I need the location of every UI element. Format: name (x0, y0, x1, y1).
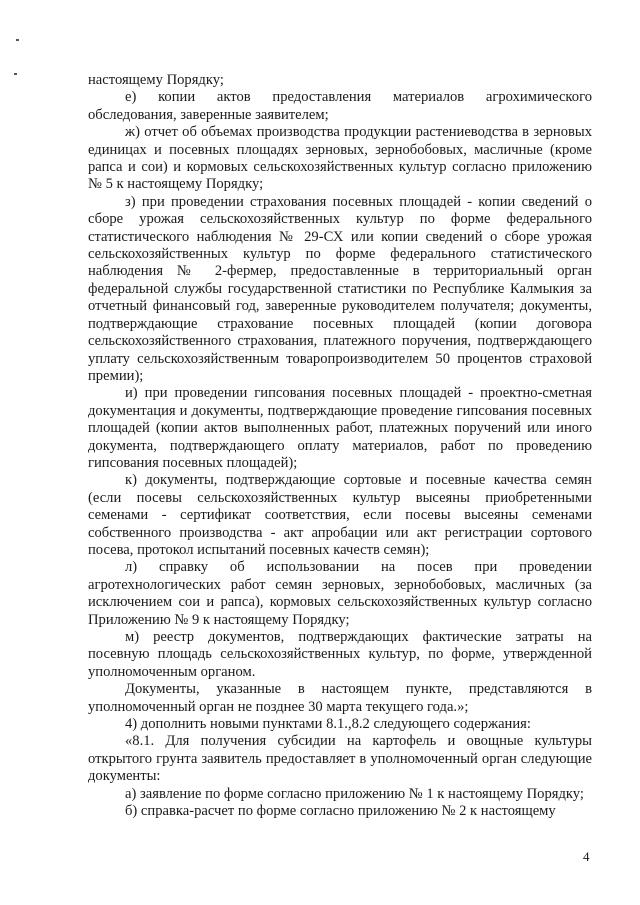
paragraph-item-a: а) заявление по форме согласно приложению № 1 к настоящему Порядку; (125, 785, 584, 802)
paragraph-item-b: б) справка-расчет по форме согласно приложению № 2 к настоящему (125, 803, 556, 820)
paragraph-item-zh: ж) отчет об объемах производства продукции растениеводства в зерновых единицах и посевных площадях зерновых, зернобобовых, масличные (кроме рапса и сои) и кормовых сельскохозяйственных культур согласно приложению № 5 к настоящему Порядку; (88, 124, 592, 193)
paragraph-item-m: м) реестр документов, подтверждающих фактические затраты на посевную площадь сельскохозяйственных культур, по форме, утвержденной уполномоченным органом. (88, 629, 592, 680)
scan-speck (14, 73, 17, 75)
paragraph-amendment-4: 4) дополнить новыми пунктами 8.1.,8.2 следующего содержания: (125, 716, 531, 733)
paragraph-8-1: «8.1. Для получения субсидии на картофель и овощные культуры открытого грунта заявитель предоставляет в уполномоченный орган следующие документы: (88, 733, 592, 785)
paragraph-item-e: е) копии актов предоставления материалов агрохимического обследования, заверенные заявителем; (88, 89, 592, 123)
document-body (88, 72, 592, 820)
page-number: 4 (583, 849, 590, 864)
scan-speck (16, 39, 19, 41)
paragraph-continuation: настоящему Порядку; (88, 72, 224, 88)
paragraph-item-k: к) документы, подтверждающие сортовые и посевные качества семян (если посевы сельскохозяйственных культур высеяны приобретенными семенами - сертификат соответствия, если посевы высеяны семенами собственного производства - акт апробации или акт регистрации сортового посева, протокол испытаний посевных качеств семян); (88, 472, 592, 558)
paragraph-item-l: л) справку об использовании на посев при проведении агротехнологических работ семян зерновых, зернобобовых, масличных (за исключением сои и рапса), кормовых сельскохозяйственных культур согласно Приложению № 9 к настоящему Порядку; (88, 559, 592, 628)
paragraph-item-i: и) при проведении гипсования посевных площадей - проектно-сметная документация и документы, подтверждающие проведение гипсования посевных площадей (копии актов выполненных работ, платежных поручений или иного документа, подтверждающего оплату материалов, работ по проведению гипсования посевных площадей); (88, 385, 592, 471)
paragraph-deadline: Документы, указанные в настоящем пункте, представляются в уполномоченный орган не позднее 30 марта текущего года.»; (88, 681, 592, 715)
paragraph-item-z: з) при проведении страхования посевных площадей - копии сведений о сборе урожая сельскохозяйственных культур по форме федерального статистического наблюдения № 29-СХ или копии сведений о сборе урожая сельскохозяйственных культур по форме федерального статистического наблюдения № 2-фермер, предоставленные в территориальный орган федеральной службы государственной статистики по Республике Калмыкия за отчетный финансовый год, заверенные руководителем получателя; документы, подтверждающие страхование посевных площадей (копии договора сельскохозяйственного страхования, платежного поручения, подтверждающего уплату сельскохозяйственным товаропроизводителем 50 процентов страховой премии); (88, 193, 592, 384)
